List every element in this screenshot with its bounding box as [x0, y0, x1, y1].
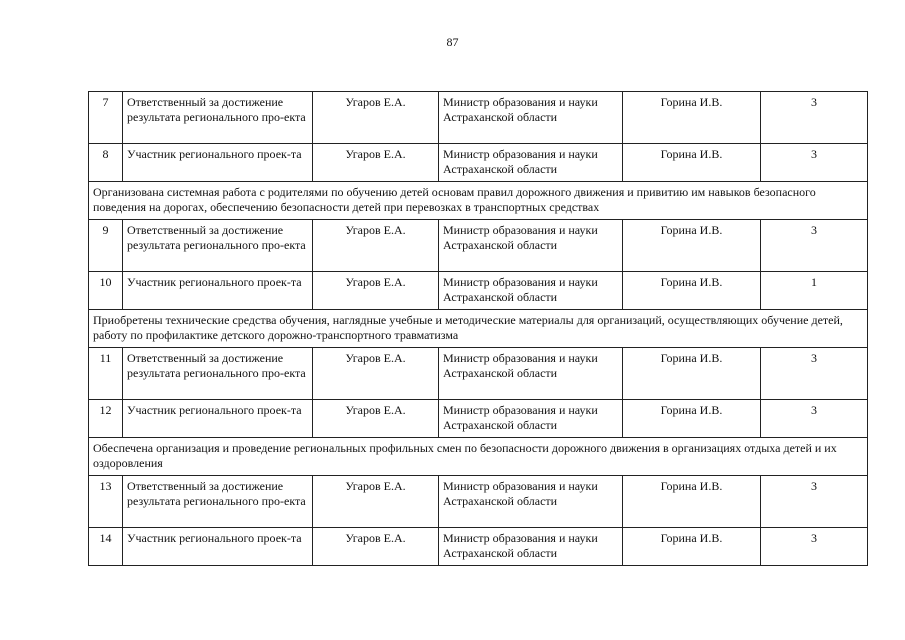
role-cell: Ответственный за достижение результата регионального про-екта: [123, 220, 313, 272]
organization-cell: Министр образования и науки Астраханской области: [439, 476, 623, 528]
organization-cell: Министр образования и науки Астраханской области: [439, 92, 623, 144]
approver-cell: Горина И.В.: [623, 272, 761, 310]
section-title: Организована системная работа с родителями по обучению детей основам правил дорожного движения и привитию им навыков безопасного поведения на дорогах, обеспечению безопасности детей при перевозках в транспортных средствах: [89, 182, 868, 220]
responsible-person: Угаров Е.А.: [313, 476, 439, 528]
responsible-person: Угаров Е.А.: [313, 92, 439, 144]
responsible-person: Угаров Е.А.: [313, 144, 439, 182]
role-cell: Ответственный за достижение результата регионального про-екта: [123, 348, 313, 400]
score-cell: 3: [761, 528, 868, 566]
responsible-person: Угаров Е.А.: [313, 400, 439, 438]
role-cell: Участник регионального проек-та: [123, 272, 313, 310]
row-number: 9: [89, 220, 123, 272]
table-body: [89, 92, 868, 566]
role-cell: Участник регионального проек-та: [123, 528, 313, 566]
participants-table: [88, 91, 868, 566]
role-cell: Участник регионального проек-та: [123, 144, 313, 182]
row-number: 14: [89, 528, 123, 566]
organization-cell: Министр образования и науки Астраханской области: [439, 528, 623, 566]
table-row: [89, 400, 868, 438]
score-cell: 3: [761, 348, 868, 400]
section-row: [89, 182, 868, 220]
row-number: 8: [89, 144, 123, 182]
score-cell: 3: [761, 220, 868, 272]
section-title: Приобретены технические средства обучения, наглядные учебные и методические материалы для организаций, осуществляющих обучение детей, работу по профилактике детского дорожно-транспортного травматизма: [89, 310, 868, 348]
responsible-person: Угаров Е.А.: [313, 272, 439, 310]
approver-cell: Горина И.В.: [623, 220, 761, 272]
row-number: 13: [89, 476, 123, 528]
approver-cell: Горина И.В.: [623, 348, 761, 400]
score-cell: 1: [761, 272, 868, 310]
organization-cell: Министр образования и науки Астраханской области: [439, 220, 623, 272]
responsible-person: Угаров Е.А.: [313, 528, 439, 566]
section-title: Обеспечена организация и проведение региональных профильных смен по безопасности дорожного движения в организациях отдыха детей и их оздоровления: [89, 438, 868, 476]
section-row: [89, 310, 868, 348]
approver-cell: Горина И.В.: [623, 144, 761, 182]
responsible-person: Угаров Е.А.: [313, 220, 439, 272]
responsible-person: Угаров Е.А.: [313, 348, 439, 400]
table-row: [89, 92, 868, 144]
page-number: 87: [446, 35, 459, 49]
score-cell: 3: [761, 400, 868, 438]
score-cell: 3: [761, 92, 868, 144]
approver-cell: Горина И.В.: [623, 476, 761, 528]
row-number: 10: [89, 272, 123, 310]
table-row: [89, 144, 868, 182]
organization-cell: Министр образования и науки Астраханской области: [439, 348, 623, 400]
row-number: 11: [89, 348, 123, 400]
score-cell: 3: [761, 476, 868, 528]
score-cell: 3: [761, 144, 868, 182]
approver-cell: Горина И.В.: [623, 92, 761, 144]
role-cell: Ответственный за достижение результата регионального про-екта: [123, 92, 313, 144]
organization-cell: Министр образования и науки Астраханской области: [439, 144, 623, 182]
role-cell: Участник регионального проек-та: [123, 400, 313, 438]
organization-cell: Министр образования и науки Астраханской области: [439, 272, 623, 310]
row-number: 12: [89, 400, 123, 438]
role-cell: Ответственный за достижение результата регионального про-екта: [123, 476, 313, 528]
table-row: [89, 476, 868, 528]
table-row: [89, 528, 868, 566]
table-row: [89, 272, 868, 310]
row-number: 7: [89, 92, 123, 144]
table-row: [89, 220, 868, 272]
organization-cell: Министр образования и науки Астраханской области: [439, 400, 623, 438]
approver-cell: Горина И.В.: [623, 400, 761, 438]
approver-cell: Горина И.В.: [623, 528, 761, 566]
table-row: [89, 348, 868, 400]
section-row: [89, 438, 868, 476]
